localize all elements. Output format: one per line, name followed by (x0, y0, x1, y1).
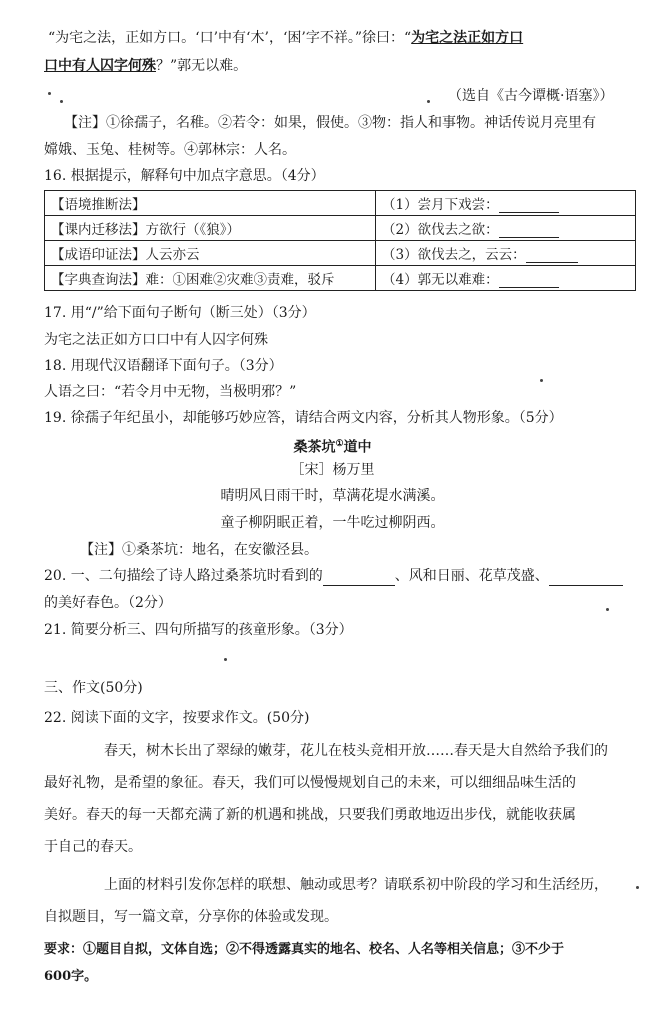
table-row (45, 241, 636, 266)
answer-blank[interactable] (499, 223, 559, 238)
scan-speck (540, 379, 543, 382)
passage-note-2: 嫦娥、玉兔、桂树等。④郭林宗：人名。 (44, 142, 296, 158)
item-cell: （2）欲伐去之欲： (376, 216, 636, 241)
underlined-answer-1: 为宅之法正如方口 (411, 30, 524, 46)
section-title: 三、作文(50分) (44, 680, 143, 696)
prompt-line: 自拟题目，写一篇文章，分享你的体验或发现。 (44, 909, 338, 925)
question-20: 20. 一、二句描绘了诗人路过桑茶坑时看到的 、风和日丽、花草茂盛、 (44, 566, 623, 586)
table-row (45, 191, 636, 216)
material-line: 春天，树木长出了翠绿的嫩芽，花儿在枝头竞相开放……春天是大自然给予我们的 (104, 743, 608, 759)
requirement-line-2: 600字。 (44, 969, 98, 984)
question-18-text: 人语之曰：“若令月中无物，当极明邪？” (44, 384, 297, 400)
question-17-text: 为宅之法正如方口口中有人囚字何殊 (44, 332, 268, 348)
item-cell: （3）欲伐去之，云云： (376, 241, 636, 266)
question-20-end: 的美好春色。（2分） (44, 595, 172, 611)
question-21: 21. 简要分析三、四句所描写的孩童形象。（3分） (44, 622, 353, 638)
scan-speck (427, 100, 430, 103)
scan-speck (606, 608, 609, 611)
poem-title: 桑茶坑①道中 (293, 439, 372, 456)
scan-speck (48, 92, 51, 95)
method-cell: 【字典查询法】难：①困难②灾难③责难，驳斥 (45, 266, 376, 291)
passage-line-2 (44, 56, 247, 76)
passage-note-1: 【注】①徐孺子，名稚。②若令：如果，假使。③物：指人和事物。神话传说月亮里有 (64, 115, 596, 131)
poem-line-1: 晴明风日雨干时，草满花堤水满溪。 (220, 488, 445, 504)
answer-blank[interactable] (499, 198, 559, 213)
answer-blank[interactable] (499, 273, 559, 288)
table-row (45, 266, 636, 291)
question-19: 19. 徐孺子年纪虽小，却能够巧妙应答，请结合两文内容，分析其人物形象。（5分） (44, 410, 563, 426)
underlined-answer-2: 口中有人囚字何殊 (44, 58, 156, 74)
question-16: 16. 根据提示，解释句中加点字意思。（4分） (44, 168, 325, 184)
scan-speck (224, 658, 227, 661)
scan-speck (60, 100, 63, 103)
question-17: 17. 用“/”给下面句子断句（断三处）（3分） (44, 305, 316, 321)
passage-text: “为宅之法，正如方口。‘口’中有‘木’，‘困’字不祥。”徐曰：“ (48, 30, 412, 46)
requirement-line-1: 要求：①题目自拟，文体自选；②不得透露真实的地名、校名、人名等相关信息；③不少于 (44, 942, 565, 957)
material-line: 美好。春天的每一天都充满了新的机遇和挑战，只要我们勇敢地迈出步伐，就能收获属 (44, 807, 576, 823)
item-cell: （1）尝月下戏尝： (376, 191, 636, 216)
poem-note: 【注】①桑茶坑：地名，在安徽泾县。 (80, 542, 318, 558)
method-cell: 【课内迁移法】方欲行（《狼》） (45, 216, 376, 241)
question-22: 22. 阅读下面的文字，按要求作文。(50分) (44, 710, 310, 726)
passage-source: （选自《古今谭概·语塞》） (448, 88, 614, 104)
scan-speck (636, 886, 639, 889)
material-line: 于自己的春天。 (44, 839, 142, 855)
item-cell: （4）郭无以难难： (376, 266, 636, 291)
poem-author: ［宋］杨万里 (290, 462, 375, 478)
method-cell: 【成语印证法】人云亦云 (45, 241, 376, 266)
answer-blank[interactable] (549, 571, 623, 586)
table-row (45, 216, 636, 241)
passage-text: ？”郭无以难。 (156, 58, 248, 74)
answer-blank[interactable] (526, 248, 578, 263)
answer-blank[interactable] (323, 571, 395, 586)
method-cell: 【语境推断法】 (45, 191, 376, 216)
question-18: 18. 用现代汉语翻译下面句子。（3分） (44, 358, 283, 374)
method-table (44, 190, 636, 291)
poem-line-2: 童子柳阴眠正着，一牛吃过柳阴西。 (220, 515, 445, 531)
passage-line-1 (48, 28, 523, 48)
material-line: 最好礼物，是希望的象征。春天，我们可以慢慢规划自己的未来，可以细细品味生活的 (44, 775, 576, 791)
prompt-line: 上面的材料引发你怎样的联想、触动或思考？请联系初中阶段的学习和生活经历， (104, 877, 608, 893)
